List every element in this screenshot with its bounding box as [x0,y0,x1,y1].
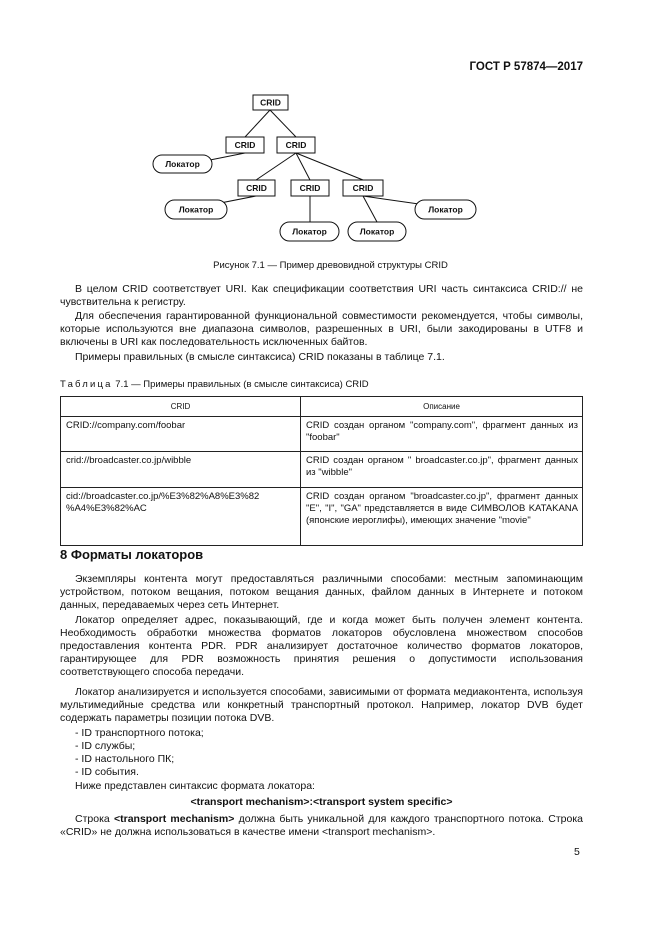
table-header-row [61,397,583,417]
tree-edge [363,196,377,222]
column-header-description: Описание [301,397,583,417]
page-number: 5 [574,846,580,858]
list-item: - ID события. [75,766,139,778]
locator-node-label: Локатор [428,204,463,215]
document-id: ГОСТ Р 57874—2017 [469,61,583,73]
tree-edge [296,153,310,180]
locator-node-label: Локатор [292,226,327,237]
table-row [61,452,583,488]
list-item: - ID настольного ПК; [75,753,175,765]
tree-edge [270,110,296,137]
paragraph: Для обеспечения гарантированной функциональной совместимости рекомендуется, чтобы символы, которые используются вне диапазона символов, разрешенных в URI, были закодированы в UTF8 и включены в URI как последовательность исключенных байтов. [60,310,583,348]
tree-edge [245,110,270,137]
locator-node-label: Локатор [165,159,200,169]
paragraph-text: Строка [75,813,114,825]
locator-node-label: Локатор [178,204,214,215]
table-row [61,417,583,452]
locator-node-label: Локатор [359,226,395,237]
table-cell-description: CRID создан органом "company.com", фрагмент данных из "foobar" [301,417,583,452]
crid-node-label: CRID [246,183,267,193]
crid-node-label: CRID [260,97,281,108]
paragraph: Примеры правильных (в смысле синтаксиса) CRID показаны в таблице 7.1. [75,351,445,363]
crid-tree-diagram [0,0,661,260]
table-cell-crid: CRID://company.com/foobar [61,417,301,452]
table-cell-description: CRID создан органом "broadcaster.co.jp", фрагмент данных "E", "I", "GA" представляется в виде СИМВОЛОВ KATAKANA (японские иероглифы), имеющих значение "movie" [301,488,583,546]
table-caption [60,379,369,390]
crid-node-label: CRID [352,183,374,193]
list-item: - ID службы; [75,740,136,752]
table-caption-label: Таблица [60,379,113,390]
column-header-crid: CRID [61,397,301,417]
table-cell-description: CRID создан органом " broadcaster.co.jp", фрагмент данных из "wibble" [301,452,583,488]
section-heading: 8 Форматы локаторов [60,547,204,562]
locator-syntax: <transport mechanism>:<transport system specific> [190,796,453,808]
paragraph-text: должна быть уникальной для каждого транспортного потока. Строка «CRID» не должна использоваться в качестве имени <transport mechanism>. [60,813,584,838]
paragraph: Локатор определяет адрес, показывающий, где и когда может быть получен элемент контента. Необходимость обработки множества форматов локаторов обусловлена множеством способов предоставления контента PDR. PDR анализирует достаточное количество форматов локаторов, гарантирующее для PDR возможность принятия решения о допустимости использования соответствующего способа передачи. [60,614,583,678]
paragraph: Локатор анализируется и используется способами, зависимыми от формата медиаконтента, используя мультимедийные средства или конкретный транспортный протокол. Например, локатор DVB будет содержать параметры позиции потока DVB. [60,686,583,724]
figure-caption: Рисунок 7.1 — Пример древовидной структуры CRID [213,260,448,271]
transport-mechanism-term: <transport mechanism> [113,813,235,825]
tree-edge [296,153,363,180]
paragraph: Экземпляры контента могут предоставляться различными способами: местным запоминающим устройством, потоком вещания, потоком вещания данных, файлом данных в Интернете и потоком данных, передаваемых через сеть Интернет. [60,573,583,611]
crid-node-label: CRID [285,140,307,150]
list-item: - ID транспортного потока; [75,727,204,739]
paragraph [60,813,583,839]
table-cell-crid: cid://broadcaster.co.jp/%E3%82%A8%E3%82 %A4%E3%82%AC [61,488,301,546]
paragraph: В целом CRID соответствует URI. Как спецификации соответствия URI часть синтаксиса CRID:// не чувствительна к регистру. [60,283,583,308]
crid-node-label: CRID [234,140,256,150]
table-cell-crid: crid://broadcaster.co.jp/wibble [61,452,301,488]
table-caption-text: 7.1 — Примеры правильных (в смысле синтаксиса) CRID [112,379,369,390]
tree-edge [256,153,296,180]
crid-examples-table [60,396,583,546]
paragraph: Ниже представлен синтаксис формата локатора: [75,780,315,792]
crid-node-label: CRID [299,183,321,193]
table-row [61,488,583,546]
